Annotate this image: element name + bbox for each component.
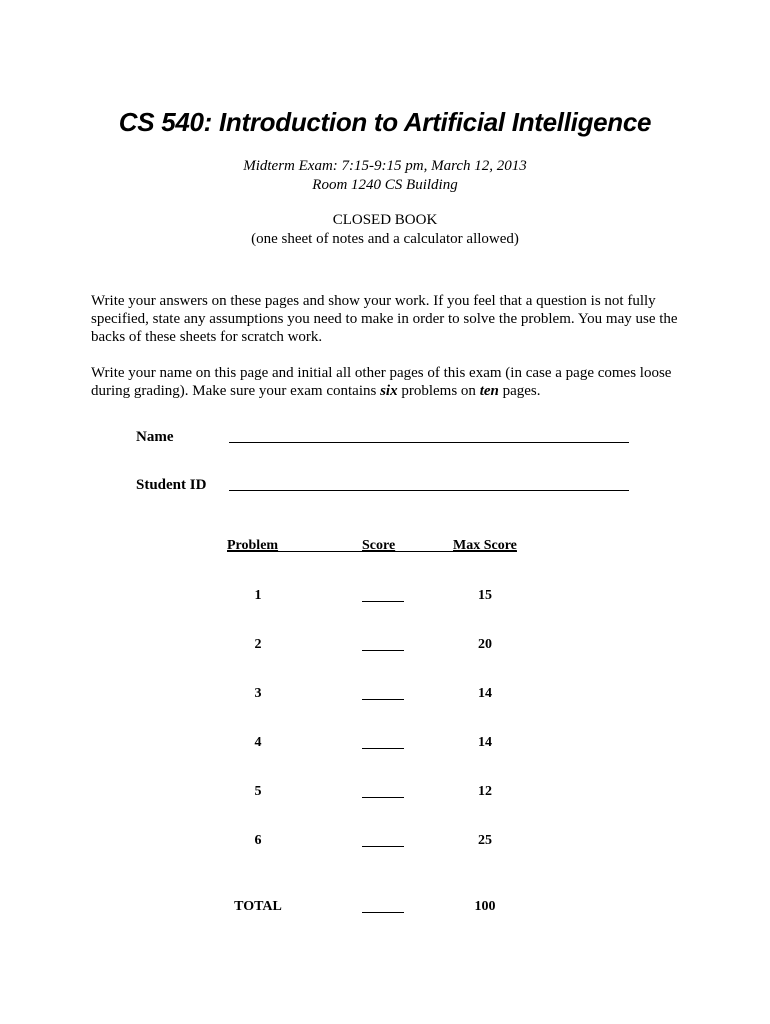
problem-number: 4 bbox=[254, 735, 262, 750]
score-column-header: Score bbox=[362, 538, 396, 553]
max-score-value: 25 bbox=[478, 833, 492, 848]
problem-number: 3 bbox=[254, 686, 262, 701]
page-count-emphasis: ten bbox=[479, 383, 499, 399]
exam-title: CS 540: Introduction to Artificial Intelligence bbox=[118, 107, 652, 137]
student-id-label: Student ID bbox=[136, 477, 207, 493]
max-score-value: 14 bbox=[478, 686, 492, 701]
total-label: TOTAL bbox=[234, 899, 282, 914]
instructions-text: Write your name on this page and initial all other pages of this exam (in case a page comes loose during grading). Make sure your exam contains bbox=[91, 365, 672, 399]
score-blank[interactable] bbox=[362, 601, 404, 602]
closed-book-notice: CLOSED BOOK bbox=[332, 212, 438, 228]
exam-room: Room 1240 CS Building bbox=[312, 177, 458, 193]
score-blank[interactable] bbox=[362, 748, 404, 749]
instructions-text: pages. bbox=[498, 383, 541, 399]
instructions-text: problems on bbox=[397, 383, 480, 399]
score-blank[interactable] bbox=[362, 846, 404, 847]
allowed-materials: (one sheet of notes and a calculator allowed) bbox=[251, 231, 519, 247]
max-score-value: 20 bbox=[478, 637, 492, 652]
max-score-column-header: Max Score bbox=[453, 538, 517, 553]
score-blank[interactable] bbox=[362, 699, 404, 700]
header-underline bbox=[227, 551, 517, 552]
max-score-value: 14 bbox=[478, 735, 492, 750]
name-label: Name bbox=[136, 429, 174, 445]
total-max-score: 100 bbox=[474, 899, 496, 914]
problem-number: 5 bbox=[254, 784, 262, 799]
max-score-value: 12 bbox=[478, 784, 492, 799]
problem-number: 1 bbox=[254, 588, 262, 603]
score-blank[interactable] bbox=[362, 797, 404, 798]
score-blank[interactable] bbox=[362, 650, 404, 651]
student-id-field[interactable] bbox=[229, 490, 629, 491]
instructions-paragraph-2 bbox=[91, 364, 691, 400]
max-score-value: 15 bbox=[478, 588, 492, 603]
name-field[interactable] bbox=[229, 442, 629, 443]
problem-column-header: Problem bbox=[227, 538, 279, 553]
problem-number: 2 bbox=[254, 637, 262, 652]
problem-count-emphasis: six bbox=[380, 383, 398, 399]
exam-time-date: Midterm Exam: 7:15-9:15 pm, March 12, 2013 bbox=[243, 158, 527, 174]
problem-number: 6 bbox=[254, 833, 262, 848]
total-score-blank[interactable] bbox=[362, 912, 404, 913]
instructions-paragraph-1: Write your answers on these pages and show your work. If you feel that a question is not fully specified, state any assumptions you need to make in order to solve the problem. You may use the backs of these sheets for scratch work. bbox=[91, 293, 678, 345]
